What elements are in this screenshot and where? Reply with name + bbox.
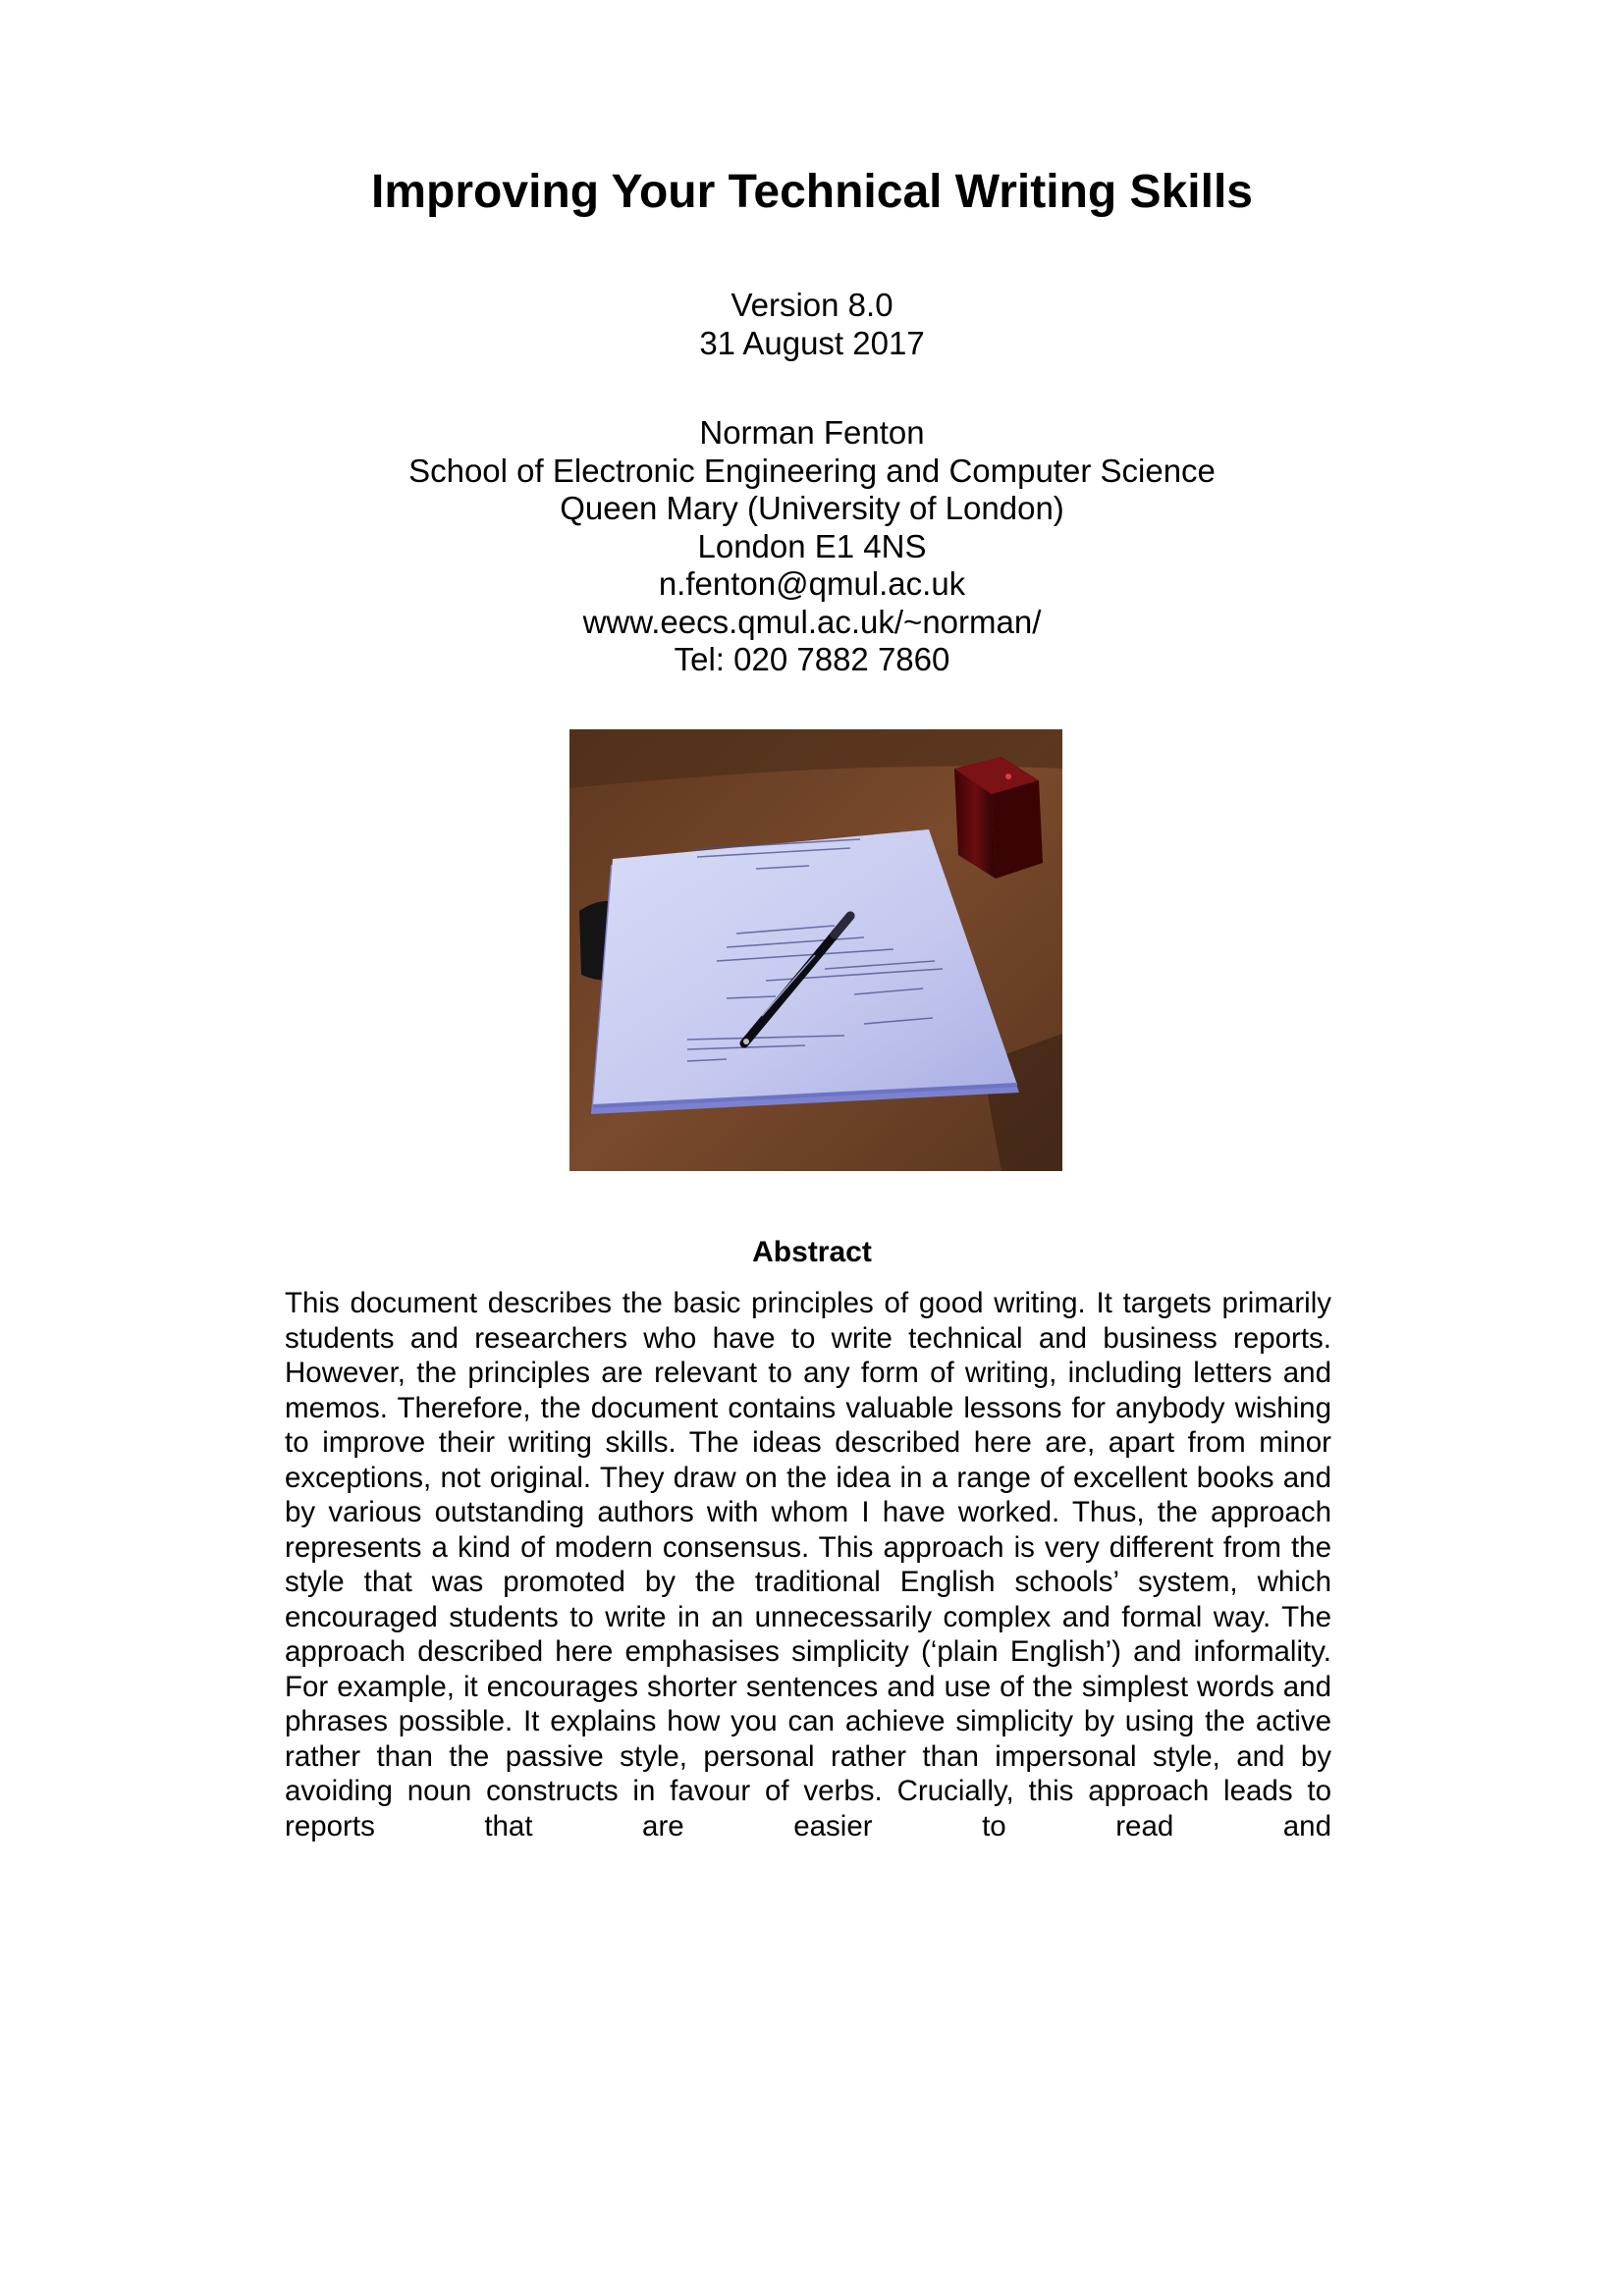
author-institution: Queen Mary (University of London) [560, 490, 1064, 526]
document-date: 31 August 2017 [699, 324, 925, 361]
version-block [0, 287, 1624, 362]
author-name: Norman Fenton [699, 414, 925, 451]
author-website: www.eecs.qmul.ac.uk/~norman/ [582, 603, 1042, 640]
version-label: Version 8.0 [731, 287, 893, 323]
red-box [954, 757, 1043, 879]
author-phone: Tel: 020 7882 7860 [674, 641, 950, 677]
author-address: London E1 4NS [697, 527, 927, 564]
cover-photo [569, 729, 1062, 1171]
author-department: School of Electronic Engineering and Computer Science [408, 452, 1216, 489]
author-email: n.fenton@qmul.ac.uk [658, 565, 966, 602]
document-title: Improving Your Technical Writing Skills [371, 166, 1253, 218]
author-block [0, 414, 1624, 679]
abstract-heading: Abstract [752, 1236, 872, 1268]
cover-photo-illustration [569, 729, 1062, 1171]
abstract-text: This document describes the basic principles of good writing. It targets primarily students and researchers who have to write technical and business reports. However, the principles are relevant to any form of writing, including letters and memos. Therefore, the document contains valuable lessons for anybody wishing to improve their writing skills. The ideas described here are, apart from minor exceptions, not original. They draw on the idea in a range of excellent books and by various outstanding authors with whom I have worked. Thus, the approach represents a kind of modern consensus. This approach is very different from the style that was promoted by the traditional English schools’ system, which encouraged students to write in an unnecessarily complex and formal way. The approach described here emphasises simplicity (‘plain English’) and informality. For example, it encourages shorter sentences and use of the simplest words and phrases possible. It explains how you can achieve simplicity by using the active rather than the passive style, personal rather than impersonal style, and by avoiding noun constructs in favour of verbs. Crucially, this approach leads to reports that are easier to read and [285, 1287, 1331, 1842]
